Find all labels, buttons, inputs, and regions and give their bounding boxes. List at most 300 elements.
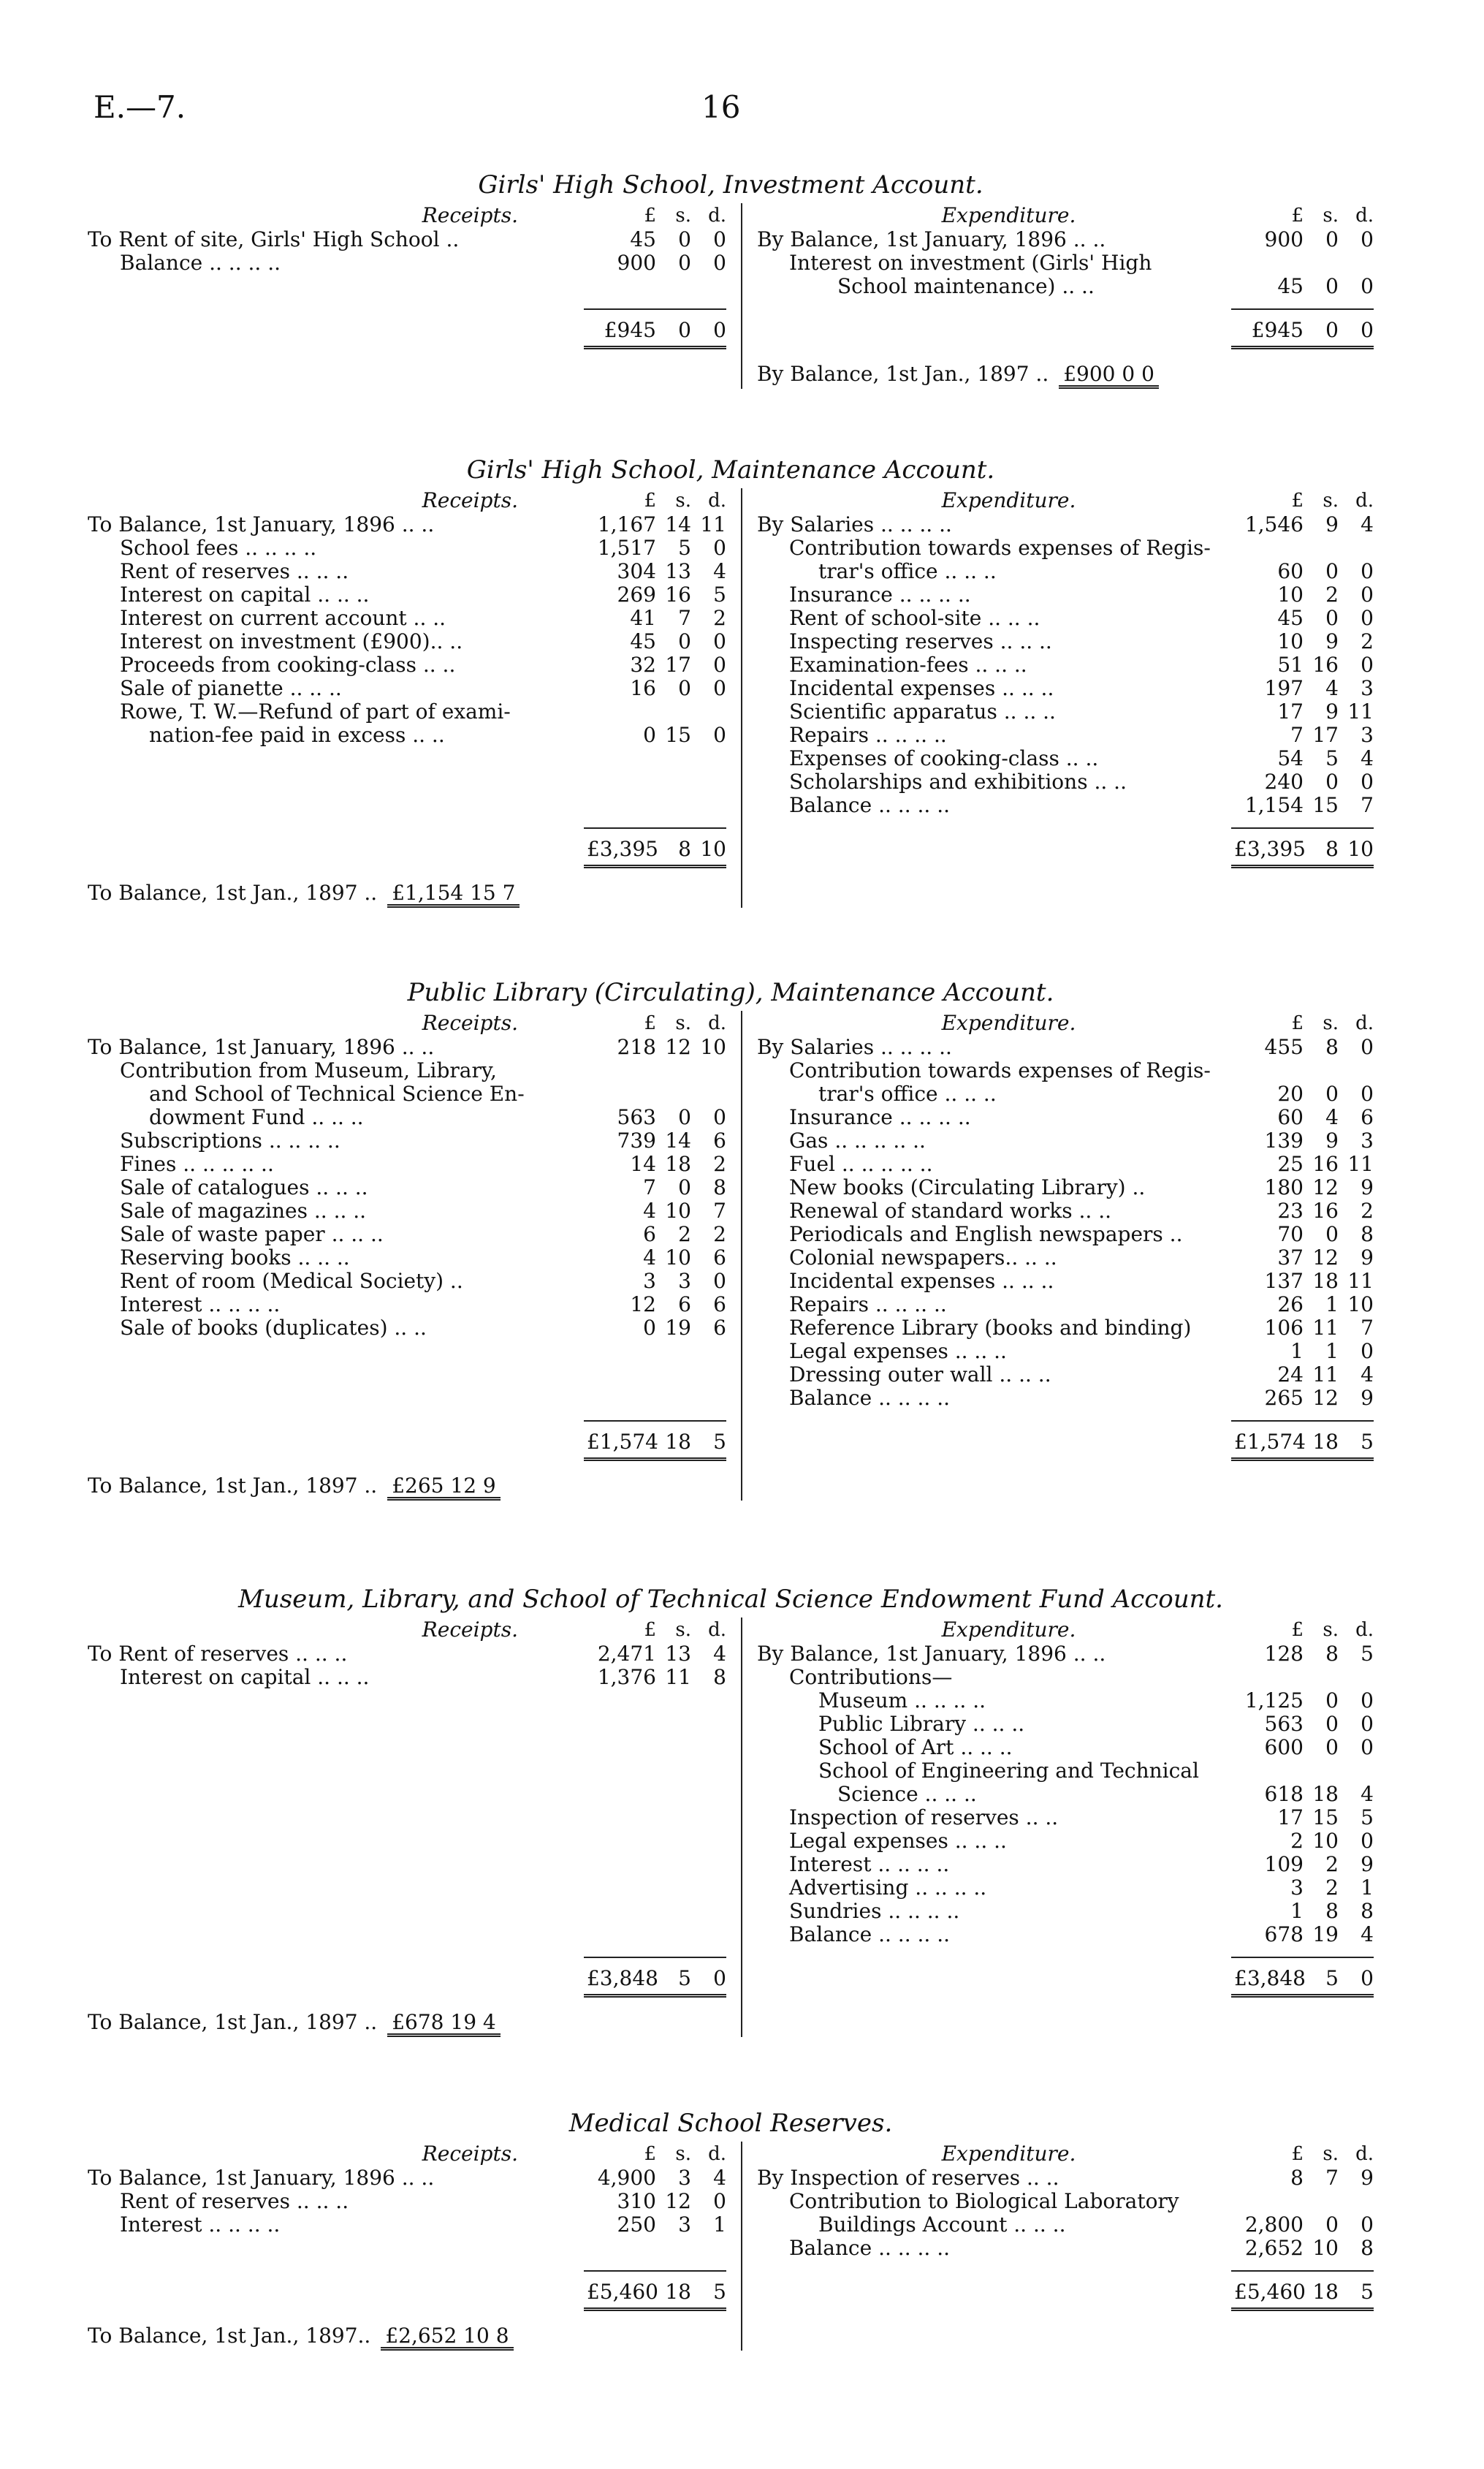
shillings	[1304, 2190, 1339, 2213]
total-spacer	[757, 2270, 1231, 2311]
amount	[584, 1293, 726, 1316]
blank-row	[88, 1923, 726, 1946]
ledger-row	[88, 1199, 726, 1223]
currency-heading	[584, 1617, 726, 1642]
pounds: 678	[1264, 1922, 1304, 1946]
shillings: 4	[1325, 676, 1339, 700]
shillings: 0	[678, 318, 691, 342]
ledger-description: and School of Technical Science En-	[149, 1082, 525, 1106]
pounds: 0	[643, 1316, 656, 1340]
pounds: 250	[617, 2212, 656, 2237]
blank-row	[88, 1363, 726, 1387]
account-columns	[88, 1617, 1374, 2037]
ledger-description: trar's office .. .. ..	[818, 560, 997, 583]
amount	[1231, 1923, 1374, 1946]
pounds: 3	[1290, 1876, 1304, 1900]
pence	[1339, 251, 1374, 275]
amount	[584, 251, 726, 275]
shillings: 8	[1325, 1899, 1339, 1923]
blank-row	[88, 1876, 726, 1900]
amount	[584, 1957, 726, 1998]
ledger-description: Rent of room (Medical Society) ..	[120, 1270, 463, 1293]
blank-row	[88, 275, 726, 298]
shillings: 0	[1325, 606, 1339, 630]
ledger-description: dowment Fund .. .. ..	[149, 1106, 364, 1129]
shillings: 16	[1312, 653, 1339, 677]
amount	[584, 1270, 726, 1293]
pence: 0	[713, 318, 726, 342]
shillings: 2	[1325, 1876, 1339, 1900]
amount	[1231, 1059, 1374, 1082]
ledger-row	[757, 1900, 1374, 1923]
shillings: 12	[1312, 1386, 1339, 1410]
pence: 9	[1361, 1175, 1374, 1199]
shillings: 0	[1325, 2212, 1339, 2237]
shillings: 14	[665, 512, 691, 536]
pence: 0	[713, 676, 726, 700]
total-spacer	[88, 308, 584, 349]
shillings-heading: s.	[1323, 1012, 1339, 1034]
shillings	[1304, 536, 1339, 560]
ledger-description: Reference Library (books and binding)	[788, 1316, 1192, 1340]
pence: 4	[713, 559, 726, 583]
pounds: 20	[1277, 1082, 1304, 1106]
pence: 9	[1361, 1245, 1374, 1270]
shillings: 18	[1312, 2280, 1339, 2304]
shillings: 0	[1325, 1222, 1339, 1246]
ledger-description: Legal expenses .. .. ..	[788, 1340, 1007, 1363]
ledger-row	[88, 1666, 726, 1689]
amount	[584, 1153, 726, 1176]
amount	[1231, 607, 1374, 630]
blank-row	[88, 747, 726, 770]
shillings: 4	[1325, 1105, 1339, 1129]
pounds: 455	[1264, 1035, 1304, 1059]
amount	[1231, 1829, 1374, 1853]
amount	[584, 2270, 726, 2311]
ledger-description: Sale of catalogues .. .. ..	[120, 1176, 368, 1199]
ledger-row	[757, 1036, 1374, 1059]
shillings-heading: s.	[675, 1619, 691, 1641]
amount	[1231, 1783, 1374, 1806]
ledger-description: Renewal of standard works .. ..	[788, 1199, 1111, 1223]
ledger-description: Sale of books (duplicates) .. ..	[120, 1316, 427, 1340]
ledger-row	[88, 228, 726, 251]
pence-heading: d.	[1355, 205, 1374, 227]
pounds: £5,460	[1234, 2280, 1306, 2304]
ledger-description: Balance .. .. .. ..	[788, 2237, 950, 2260]
shillings: 10	[1312, 2236, 1339, 2260]
pence: 0	[1361, 559, 1374, 583]
expenditure-heading: Expenditure.	[941, 203, 1076, 227]
shillings: 0	[1325, 1688, 1339, 1713]
amount	[1231, 1129, 1374, 1153]
pence: 11	[1347, 699, 1374, 724]
ledger-row	[88, 677, 726, 700]
pounds: 25	[1277, 1152, 1304, 1176]
pounds	[1234, 1059, 1304, 1082]
pounds: 51	[1277, 653, 1304, 677]
ledger-row	[88, 724, 726, 747]
account-columns	[88, 1011, 1374, 1501]
ledger-description: To Balance, 1st January, 1896 .. ..	[88, 2166, 435, 2190]
ledger-row	[757, 1666, 1374, 1689]
ledger-row	[757, 1246, 1374, 1270]
shillings: 9	[1325, 512, 1339, 536]
pounds: £945	[1251, 318, 1304, 342]
carry-figure: £678 19 4	[387, 2008, 501, 2037]
balance-carried-forward	[88, 2321, 726, 2351]
pence: 0	[713, 536, 726, 560]
pounds: 900	[1264, 227, 1304, 251]
pence: 0	[1361, 318, 1374, 342]
carry-figure: £2,652 10 8	[381, 2321, 513, 2351]
pounds	[587, 1059, 656, 1082]
pounds: 45	[1277, 606, 1304, 630]
expenditure-column	[741, 1011, 1374, 1501]
pence: 10	[700, 1035, 726, 1059]
pence: 7	[713, 1199, 726, 1223]
pounds-heading: £	[644, 2143, 656, 2165]
ledger-row	[757, 1340, 1374, 1363]
ledger-row	[757, 1923, 1374, 1946]
amount	[1231, 560, 1374, 583]
ledger-total	[757, 308, 1374, 349]
pence: 7	[1361, 793, 1374, 817]
ledger-description: Rent of school-site .. .. ..	[788, 607, 1040, 630]
shillings: 3	[678, 2166, 691, 2190]
shillings: 0	[1325, 770, 1339, 794]
amount	[1231, 275, 1374, 298]
pence: 8	[713, 1665, 726, 1689]
amount	[584, 2190, 726, 2213]
ledger-total	[88, 308, 726, 349]
pounds: 304	[617, 559, 656, 583]
pence: 6	[713, 1292, 726, 1316]
amount	[1231, 2270, 1374, 2311]
account-title: Public Library (Circulating), Maintenance Account.	[407, 978, 1054, 1007]
amount	[1231, 1689, 1374, 1713]
pounds: 7	[1290, 723, 1304, 747]
shillings: 12	[665, 2189, 691, 2213]
pounds: 17	[1277, 1805, 1304, 1829]
shillings: 15	[1312, 793, 1339, 817]
pence: 5	[1361, 1805, 1374, 1829]
pence: 5	[1361, 1642, 1374, 1666]
shillings: 7	[678, 606, 691, 630]
ledger-description: Interest on capital .. .. ..	[120, 1666, 370, 1689]
expenditure-column	[741, 488, 1374, 908]
shillings: 18	[665, 2280, 691, 2304]
pence: 0	[713, 723, 726, 747]
pence	[691, 1082, 726, 1106]
ledger-row	[88, 1059, 726, 1082]
pounds: 4	[643, 1199, 656, 1223]
pence: 4	[1361, 1362, 1374, 1387]
pence-heading: d.	[708, 490, 726, 512]
shillings: 0	[1325, 1735, 1339, 1759]
ledger-row	[757, 1199, 1374, 1223]
pence: 8	[1361, 1222, 1374, 1246]
amount	[1231, 1387, 1374, 1410]
shillings: 16	[1312, 1199, 1339, 1223]
shillings: 12	[1312, 1245, 1339, 1270]
pounds-heading: £	[644, 1012, 656, 1034]
ledger-row	[757, 1759, 1374, 1783]
pence: 5	[713, 2280, 726, 2304]
shillings: 9	[1325, 1129, 1339, 1153]
pounds	[1234, 251, 1304, 275]
amount	[1231, 228, 1374, 251]
pounds: 7	[643, 1175, 656, 1199]
pounds-heading: £	[1291, 490, 1304, 512]
ledger-row	[88, 1246, 726, 1270]
ledger-description: Insurance .. .. .. ..	[788, 1106, 971, 1129]
ledger-total	[757, 1420, 1374, 1461]
carry-label: To Balance, 1st Jan., 1897 ..	[88, 1474, 378, 1498]
pence: 4	[1361, 1782, 1374, 1806]
ledger-description: Fines .. .. .. .. ..	[120, 1153, 274, 1176]
ledger-row	[757, 1736, 1374, 1759]
amount	[584, 560, 726, 583]
pounds: 139	[1264, 1129, 1304, 1153]
amount	[1231, 1736, 1374, 1759]
pounds: 3	[643, 1269, 656, 1293]
pence-heading: d.	[708, 1012, 726, 1034]
pence: 5	[1361, 1430, 1374, 1454]
shillings: 11	[1312, 1362, 1339, 1387]
ledger-row	[88, 2213, 726, 2237]
ledger-description: Interest on investment (£900).. ..	[120, 630, 463, 653]
total-spacer	[757, 827, 1231, 868]
shillings: 12	[665, 1035, 691, 1059]
carry-figure: £265 12 9	[387, 1471, 501, 1501]
pence-heading: d.	[1355, 1619, 1374, 1641]
pence: 0	[1361, 653, 1374, 677]
amount	[584, 228, 726, 251]
ledger-description: By Inspection of reserves .. ..	[756, 2166, 1059, 2190]
blank-row	[88, 794, 726, 817]
account-section	[88, 974, 1374, 1501]
ledger-row	[88, 2190, 726, 2213]
column-header	[88, 1011, 726, 1036]
pounds: 8	[1290, 2166, 1304, 2190]
pence: 1	[713, 2212, 726, 2237]
amount	[1231, 1199, 1374, 1223]
currency-heading	[1231, 488, 1374, 513]
account-section	[88, 452, 1374, 908]
amount	[584, 630, 726, 653]
shillings-heading: s.	[1323, 1619, 1339, 1641]
account-columns	[88, 203, 1374, 389]
ledger-row	[88, 1082, 726, 1106]
shillings	[1304, 1059, 1339, 1082]
pence	[691, 1059, 726, 1082]
pence	[1339, 1059, 1374, 1082]
blank-row	[88, 1783, 726, 1806]
ledger-row	[757, 770, 1374, 794]
shillings: 2	[678, 1222, 691, 1246]
amount	[584, 1316, 726, 1340]
pounds: 180	[1264, 1175, 1304, 1199]
account-section	[88, 1581, 1374, 2037]
shillings: 1	[1325, 1339, 1339, 1363]
amount	[584, 308, 726, 349]
receipts-column	[88, 1617, 741, 2037]
pounds: £3,395	[586, 837, 658, 861]
pence: 4	[713, 1642, 726, 1666]
pounds: £3,395	[1234, 837, 1306, 861]
pounds: 12	[630, 1292, 656, 1316]
ledger-row	[88, 536, 726, 560]
shillings: 17	[1312, 723, 1339, 747]
total-spacer	[88, 1420, 584, 1461]
shillings: 0	[1325, 1082, 1339, 1106]
ledger-description: To Balance, 1st January, 1896 .. ..	[88, 1036, 435, 1059]
ledger-description: Reserving books .. .. ..	[120, 1246, 350, 1270]
pence: 2	[713, 606, 726, 630]
shillings: 1	[1325, 1292, 1339, 1316]
pence: 3	[1361, 1129, 1374, 1153]
ledger-row	[88, 1223, 726, 1246]
pounds: 218	[617, 1035, 656, 1059]
ledger-description: Rent of reserves .. .. ..	[120, 2190, 349, 2213]
ledger-description: Periodicals and English newspapers ..	[788, 1223, 1183, 1246]
ledger-row	[88, 1642, 726, 1666]
receipts-heading: Receipts.	[422, 203, 518, 227]
pence: 0	[1361, 1712, 1374, 1736]
receipts-column	[88, 203, 741, 389]
amount	[584, 607, 726, 630]
total-spacer	[88, 1957, 584, 1998]
expenditure-column	[741, 2142, 1374, 2351]
shillings: 9	[1325, 629, 1339, 653]
shillings: 19	[1312, 1922, 1339, 1946]
pounds: £5,460	[586, 2280, 658, 2304]
ledger-row	[757, 2237, 1374, 2260]
receipts-column	[88, 2142, 741, 2351]
pence: 9	[1361, 1386, 1374, 1410]
pounds: 60	[1277, 1105, 1304, 1129]
pence: 2	[713, 1222, 726, 1246]
column-header	[757, 488, 1374, 513]
ledger-total	[757, 827, 1374, 868]
ledger-row	[88, 1106, 726, 1129]
pence: 11	[1347, 1269, 1374, 1293]
pounds: 17	[1277, 699, 1304, 724]
shillings: 18	[665, 1152, 691, 1176]
pounds	[1234, 536, 1304, 560]
ledger-description: Balance .. .. .. ..	[120, 251, 281, 275]
amount	[1231, 770, 1374, 794]
pence: 0	[713, 251, 726, 275]
account-title: Girls' High School, Maintenance Account.	[466, 455, 995, 485]
amount	[584, 1666, 726, 1689]
ledger-description: Museum .. .. .. ..	[818, 1689, 986, 1713]
ledger-description: Incidental expenses .. .. ..	[788, 677, 1054, 700]
pence: 6	[713, 1245, 726, 1270]
pounds: £1,574	[1234, 1430, 1306, 1454]
amount	[1231, 1246, 1374, 1270]
column-header	[757, 1617, 1374, 1642]
amount	[1231, 1420, 1374, 1461]
shillings: 10	[665, 1245, 691, 1270]
pence: 0	[1361, 1339, 1374, 1363]
shillings: 5	[1325, 746, 1339, 770]
pence: 0	[1361, 1035, 1374, 1059]
ledger-description: Balance .. .. .. ..	[788, 1387, 950, 1410]
pounds-heading: £	[644, 490, 656, 512]
pence: 0	[1361, 274, 1374, 298]
shillings: 6	[678, 1292, 691, 1316]
ledger-description: Science .. .. ..	[837, 1783, 977, 1806]
blank-row	[88, 1829, 726, 1853]
ledger-row	[88, 1153, 726, 1176]
pounds: £3,848	[586, 1966, 658, 1990]
ledger-row	[88, 1270, 726, 1293]
ledger-description: School of Engineering and Technical	[818, 1759, 1199, 1783]
pence: 0	[1361, 1829, 1374, 1853]
currency-heading	[584, 1011, 726, 1036]
blank-row	[88, 1340, 726, 1363]
ledger-row	[757, 2190, 1374, 2213]
shillings: 9	[1325, 699, 1339, 724]
pounds: 128	[1264, 1642, 1304, 1666]
ledger-description: Repairs .. .. .. ..	[788, 1293, 947, 1316]
amount	[1231, 827, 1374, 868]
pence: 0	[1361, 1735, 1374, 1759]
pence: 0	[1361, 2212, 1374, 2237]
pence: 7	[1361, 1316, 1374, 1340]
pounds: 1,167	[597, 512, 656, 536]
amount	[1231, 308, 1374, 349]
shillings: 5	[678, 536, 691, 560]
amount	[1231, 724, 1374, 747]
blank-row	[88, 1713, 726, 1736]
ledger-row	[757, 1153, 1374, 1176]
ledger-row	[88, 630, 726, 653]
pounds-heading: £	[1291, 2143, 1304, 2165]
amount	[584, 1059, 726, 1082]
ledger-description: Interest on capital .. .. ..	[120, 583, 370, 607]
carry-label: To Balance, 1st Jan., 1897..	[88, 2324, 371, 2348]
blank-row	[88, 1387, 726, 1410]
amount	[1231, 630, 1374, 653]
pence: 8	[713, 1175, 726, 1199]
account-columns	[88, 2142, 1374, 2351]
shillings: 3	[678, 2212, 691, 2237]
pence: 0	[1361, 770, 1374, 794]
ledger-total	[88, 1420, 726, 1461]
shillings-heading: s.	[675, 1012, 691, 1034]
account-title: Museum, Library, and School of Technical Science Endowment Fund Account.	[238, 1585, 1223, 1614]
ledger-description: By Salaries .. .. .. ..	[756, 1036, 952, 1059]
ledger-description: Sale of waste paper .. .. ..	[120, 1223, 384, 1246]
ledger-description: Rent of reserves .. .. ..	[120, 560, 349, 583]
ledger-description: Public Library .. .. ..	[818, 1713, 1025, 1736]
column-header	[757, 2142, 1374, 2166]
pounds: £945	[604, 318, 656, 342]
pence: 1	[1361, 1876, 1374, 1900]
pounds-heading: £	[1291, 205, 1304, 227]
amount	[1231, 1293, 1374, 1316]
ledger-description: Inspection of reserves .. ..	[788, 1806, 1059, 1829]
ledger-row	[88, 1129, 726, 1153]
amount	[1231, 1036, 1374, 1059]
amount	[1231, 700, 1374, 724]
pence-heading: d.	[1355, 490, 1374, 512]
amount	[584, 1420, 726, 1461]
